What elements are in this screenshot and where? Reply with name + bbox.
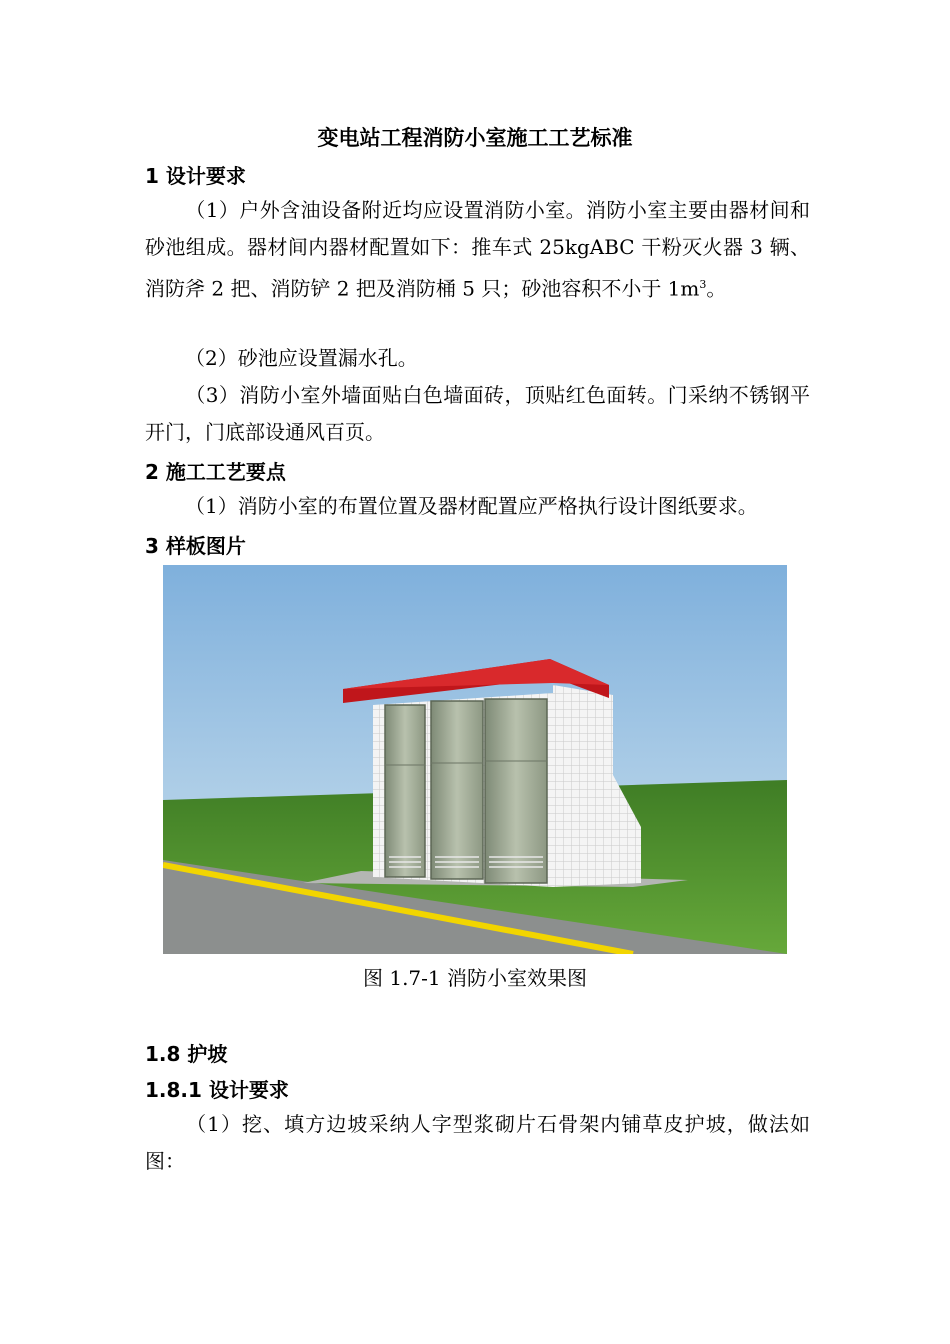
section-1-8-1-paragraph-1 xyxy=(145,1106,810,1180)
section-1-8-1-text: （1）挖、填方边坡采纳人字型浆砌片石骨架内铺草皮护坡，做法如图： xyxy=(145,1112,810,1173)
document-title: 变电站工程消防小室施工工艺标准 xyxy=(317,126,633,150)
section-1-8-1-heading: 1.8.1 设计要求 xyxy=(145,1078,289,1102)
paragraph-1-text: （1）户外含油设备附近均应设置消防小室。消防小室主要由器材间和砂池组成。器材间内器材配置如下：推车式 25kgABC 干粉灭火器 3 辆、消防斧 2 把、消防铲 2 把及消防桶 5 只；砂池容积不小于 1m xyxy=(145,198,810,301)
section-1-paragraph-2 xyxy=(145,340,810,377)
figure-caption: 图 1.7-1 消防小室效果图 xyxy=(362,966,587,990)
section-2-heading: 2 施工工艺要点 xyxy=(145,460,286,484)
middle-door xyxy=(431,701,483,879)
paragraph-1-end: 。 xyxy=(706,276,727,301)
paragraph-3-text: （3）消防小室外墙面贴白色墙面砖，顶贴红色面转。门采纳不锈钢平开门，门底部设通风百页。 xyxy=(145,383,810,444)
fire-room-image xyxy=(163,565,787,954)
section-3-heading: 3 样板图片 xyxy=(145,534,246,558)
section-1-paragraph-3 xyxy=(145,377,810,451)
section-1-8-heading: 1.8 护坡 xyxy=(145,1042,228,1066)
section-2-text: （1）消防小室的布置位置及器材配置应严格执行设计图纸要求。 xyxy=(185,494,758,518)
right-door xyxy=(485,699,547,883)
superscript: 3 xyxy=(699,278,707,291)
section-1-heading: 1 设计要求 xyxy=(145,164,246,188)
paragraph-2-text: （2）砂池应设置漏水孔。 xyxy=(185,346,418,370)
left-door xyxy=(385,705,425,877)
section-1-paragraph-1 xyxy=(145,192,810,308)
section-2-paragraph-1 xyxy=(145,488,825,525)
fire-room-rendering xyxy=(163,565,787,954)
